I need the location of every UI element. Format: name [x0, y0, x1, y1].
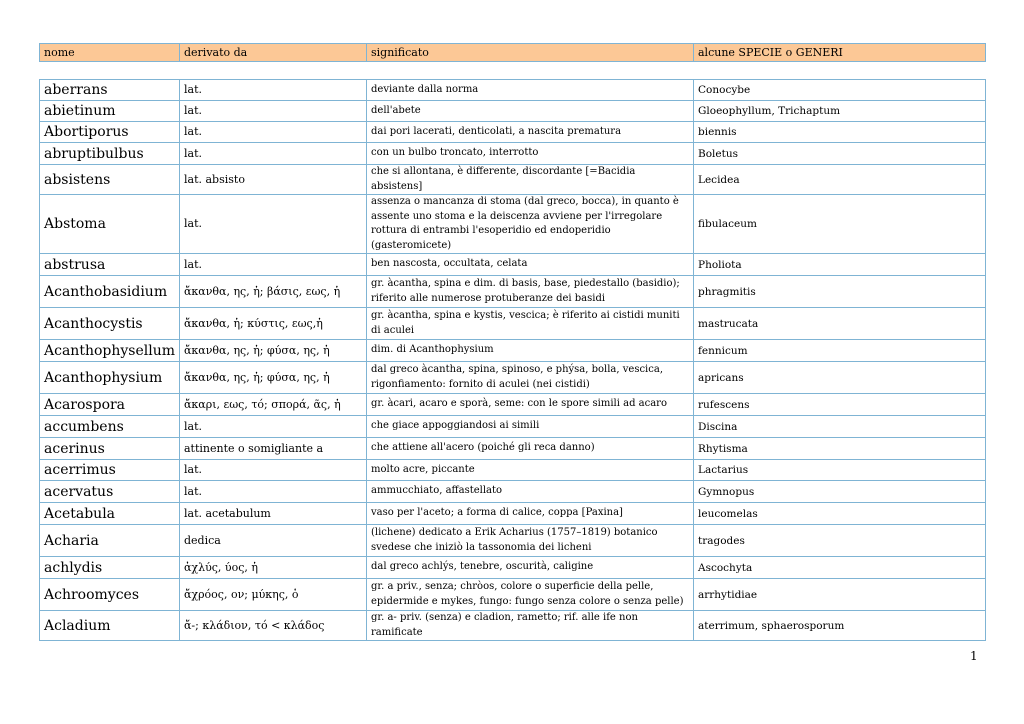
cell-nome: abstrusa [40, 254, 180, 276]
cell-derivato: lat. acetabulum [180, 503, 367, 525]
cell-significato: dim. di Acanthophysium [367, 340, 694, 362]
cell-significato: con un bulbo troncato, interrotto [367, 143, 694, 165]
table-row [40, 557, 986, 579]
cell-nome: achlydis [40, 557, 180, 579]
cell-specie: Lecidea [694, 165, 986, 195]
table-row [40, 416, 986, 438]
cell-derivato: lat. [180, 122, 367, 143]
cell-nome: acerinus [40, 438, 180, 460]
table-row [40, 80, 986, 101]
cell-specie: Gloeophyllum, Trichaptum [694, 101, 986, 122]
table-row [40, 362, 986, 394]
cell-specie: rufescens [694, 394, 986, 416]
cell-derivato: lat. [180, 195, 367, 254]
cell-nome: Acetabula [40, 503, 180, 525]
cell-significato: (lichene) dedicato a Erik Acharius (1757–1819) botanico svedese che iniziò la tassonomia dei licheni [367, 525, 694, 557]
table-row [40, 438, 986, 460]
cell-significato: ben nascosta, occultata, celata [367, 254, 694, 276]
table-row [40, 503, 986, 525]
table-row [40, 481, 986, 503]
cell-specie: Boletus [694, 143, 986, 165]
table-row [40, 525, 986, 557]
cell-derivato: lat. [180, 101, 367, 122]
table-row [40, 611, 986, 641]
cell-derivato: lat. [180, 481, 367, 503]
table-row [40, 276, 986, 308]
cell-significato: ammucchiato, affastellato [367, 481, 694, 503]
cell-derivato: lat. [180, 80, 367, 101]
page-number: 1 [970, 649, 978, 663]
cell-specie: biennis [694, 122, 986, 143]
cell-derivato: ἄ-; κλάδιον, τό < κλάδος [180, 611, 367, 641]
cell-derivato: lat. [180, 254, 367, 276]
cell-derivato: lat. [180, 416, 367, 438]
table-row [40, 254, 986, 276]
table-row [40, 165, 986, 195]
cell-derivato: lat. [180, 460, 367, 481]
cell-derivato: lat. [180, 143, 367, 165]
cell-nome: absistens [40, 165, 180, 195]
cell-specie: Lactarius [694, 460, 986, 481]
cell-nome: Abstoma [40, 195, 180, 254]
cell-significato: vaso per l'aceto; a forma di calice, coppa [Paxina] [367, 503, 694, 525]
cell-specie: fibulaceum [694, 195, 986, 254]
cell-specie: phragmitis [694, 276, 986, 308]
cell-significato: dai pori lacerati, denticolati, a nascita prematura [367, 122, 694, 143]
header-nome: nome [40, 44, 180, 62]
cell-significato: gr. a priv., senza; chròos, colore o superficie della pelle, epidermide e mykes, fungo: fungo senza colore o senza pelle) [367, 579, 694, 611]
cell-nome: Acanthophysium [40, 362, 180, 394]
cell-significato: dell'abete [367, 101, 694, 122]
cell-specie: fennicum [694, 340, 986, 362]
cell-specie: Discina [694, 416, 986, 438]
cell-derivato: ἀχλύς, ύος, ἡ [180, 557, 367, 579]
cell-derivato: lat. absisto [180, 165, 367, 195]
cell-specie: aterrimum, sphaerosporum [694, 611, 986, 641]
cell-specie: apricans [694, 362, 986, 394]
cell-nome: Acanthocystis [40, 308, 180, 340]
table-row [40, 394, 986, 416]
header-significato: significato [367, 44, 694, 62]
header-derivato: derivato da [180, 44, 367, 62]
cell-nome: aberrans [40, 80, 180, 101]
table-row [40, 195, 986, 254]
cell-derivato: ἄκανθα, ἡ; κύστις, εως,ἡ [180, 308, 367, 340]
table-row [40, 101, 986, 122]
cell-significato: deviante dalla norma [367, 80, 694, 101]
cell-nome: acerrimus [40, 460, 180, 481]
header-row [40, 44, 986, 62]
table-row [40, 579, 986, 611]
cell-significato: dal greco àcantha, spina, spinoso, e phýsa, bolla, vescica, rigonfiamento: fornito di aculei (nei cistidi) [367, 362, 694, 394]
cell-significato: che giace appoggiandosi ai simili [367, 416, 694, 438]
cell-significato: molto acre, piccante [367, 460, 694, 481]
table-row [40, 143, 986, 165]
cell-derivato: ἄκανθα, ης, ἡ; φύσα, ης, ἡ [180, 362, 367, 394]
cell-nome: Acharia [40, 525, 180, 557]
cell-specie: Pholiota [694, 254, 986, 276]
cell-nome: accumbens [40, 416, 180, 438]
header-specie: alcune SPECIE o GENERI [694, 44, 986, 62]
cell-nome: acervatus [40, 481, 180, 503]
cell-nome: Achroomyces [40, 579, 180, 611]
cell-nome: Acladium [40, 611, 180, 641]
cell-specie: Gymnopus [694, 481, 986, 503]
cell-specie: Rhytisma [694, 438, 986, 460]
cell-specie: leucomelas [694, 503, 986, 525]
cell-significato: gr. àcari, acaro e sporà, seme: con le spore simili ad acaro [367, 394, 694, 416]
cell-derivato: ἄκαρι, εως, τό; σπορά, ᾶς, ἡ [180, 394, 367, 416]
cell-nome: Acanthobasidium [40, 276, 180, 308]
cell-derivato: ἄκανθα, ης, ἡ; φύσα, ης, ἡ [180, 340, 367, 362]
cell-nome: abietinum [40, 101, 180, 122]
cell-significato: che si allontana, è differente, discordante [=Bacidia absistens] [367, 165, 694, 195]
cell-nome: Acanthophysellum [40, 340, 180, 362]
table-row [40, 122, 986, 143]
cell-derivato: dedica [180, 525, 367, 557]
cell-significato: gr. a- priv. (senza) e cladion, rametto; rif. alle ife non ramificate [367, 611, 694, 641]
glossary-table [39, 79, 986, 641]
header-table [39, 43, 986, 62]
cell-nome: abruptibulbus [40, 143, 180, 165]
cell-significato: gr. àcantha, spina e dim. di basis, base, piedestallo (basidio); riferito alle numerose protuberanze dei basidi [367, 276, 694, 308]
cell-significato: dal greco achlýs, tenebre, oscurità, caligine [367, 557, 694, 579]
cell-nome: Abortiporus [40, 122, 180, 143]
cell-derivato: ἄκανθα, ης, ἡ; βάσις, εως, ἡ [180, 276, 367, 308]
cell-significato: gr. àcantha, spina e kystis, vescica; è riferito ai cistidi muniti di aculei [367, 308, 694, 340]
cell-derivato: attinente o somigliante a [180, 438, 367, 460]
cell-specie: mastrucata [694, 308, 986, 340]
cell-specie: arrhytidiae [694, 579, 986, 611]
cell-specie: tragodes [694, 525, 986, 557]
table-row [40, 308, 986, 340]
cell-specie: Conocybe [694, 80, 986, 101]
cell-derivato: ἄχρόος, ον; μύκης, ὁ [180, 579, 367, 611]
cell-significato: che attiene all'acero (poiché gli reca danno) [367, 438, 694, 460]
cell-significato: assenza o mancanza di stoma (dal greco, bocca), in quanto è assente uno stoma e la deiscenza avviene per l'irregolare rottura di entrambi l'esoperidio ed endoperidio (gasteromicete) [367, 195, 694, 254]
table-row [40, 340, 986, 362]
cell-specie: Ascochyta [694, 557, 986, 579]
table-row [40, 460, 986, 481]
cell-nome: Acarospora [40, 394, 180, 416]
